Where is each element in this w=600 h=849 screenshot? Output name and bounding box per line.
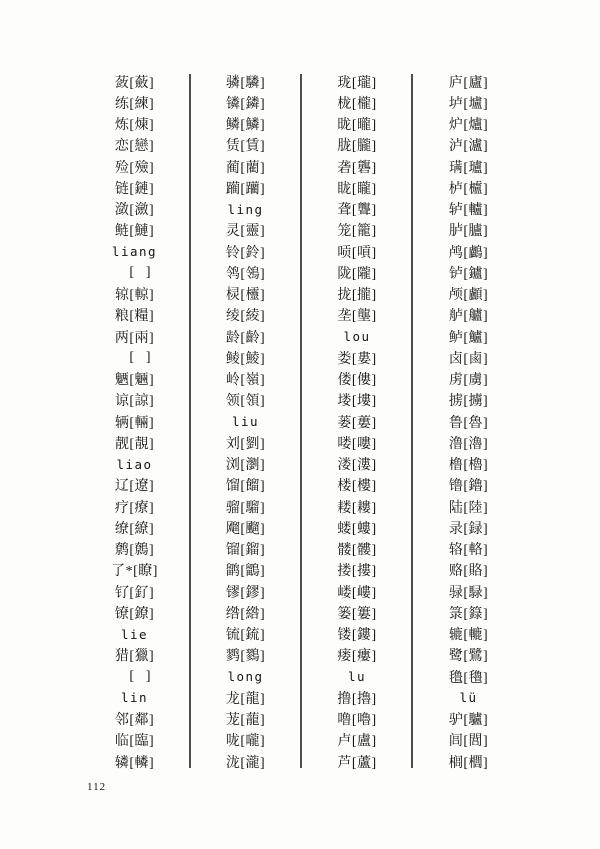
character-entry: 鹭[鷺] bbox=[448, 649, 489, 665]
character-entry: 𫞩[瓐] bbox=[448, 160, 489, 176]
character-entry: 𬭸[鏻] bbox=[225, 96, 266, 112]
character-entry: 躏[躪] bbox=[225, 181, 266, 197]
table-column-2 bbox=[190, 71, 301, 772]
character-entry: 绺[綹] bbox=[225, 606, 266, 622]
character-entry: 辆[輛] bbox=[114, 415, 155, 431]
character-entry: 链[鏈] bbox=[114, 181, 155, 197]
pinyin-section-header: liang bbox=[111, 244, 158, 260]
character-entry: 镥[鑥] bbox=[448, 479, 489, 495]
character-entry: 谅[諒] bbox=[114, 394, 155, 410]
character-entry: 钌[釕] bbox=[114, 585, 155, 601]
character-entry: 笼[籠] bbox=[337, 224, 377, 240]
character-entry: 潋[瀲] bbox=[114, 203, 155, 219]
character-entry: 殓[殮] bbox=[114, 160, 155, 176]
pinyin-section-header: lü bbox=[459, 690, 478, 706]
character-entry: 箓[籙] bbox=[448, 606, 489, 622]
character-entry: 炼[煉] bbox=[114, 118, 155, 134]
character-entry: 陆[陸] bbox=[448, 500, 489, 516]
character-entry: 镣[鐐] bbox=[114, 606, 155, 622]
character-entry: 恋[戀] bbox=[114, 139, 155, 155]
character-entry: 赂[賂] bbox=[448, 564, 489, 580]
pinyin-section-header: ling bbox=[227, 201, 264, 217]
character-entry: 𫇴[䓣] bbox=[117, 349, 152, 365]
character-entry: 𫄳[綡] bbox=[117, 264, 152, 280]
character-entry: 榈[櫚] bbox=[448, 755, 489, 771]
character-entry: 偻[僂] bbox=[337, 373, 377, 389]
pinyin-section-header: long bbox=[227, 669, 264, 685]
character-entry: 闾[閭] bbox=[448, 734, 489, 750]
character-entry: 炉[爐] bbox=[448, 118, 489, 134]
character-entry: 𬴊[驎] bbox=[225, 75, 266, 91]
character-entry: 唝[嗊] bbox=[337, 245, 377, 261]
character-entry: 驴[驢] bbox=[448, 713, 489, 729]
character-entry: 鲮[鯪] bbox=[225, 351, 266, 367]
character-entry: 澛[瀂] bbox=[448, 436, 489, 452]
character-entry: 绫[綾] bbox=[225, 309, 266, 325]
character-entry: 陇[隴] bbox=[337, 266, 377, 282]
character-entry: 馏[餾] bbox=[225, 479, 266, 495]
character-entry: 镂[鏤] bbox=[337, 628, 377, 644]
character-entry: 聋[聾] bbox=[337, 203, 377, 219]
character-entry: 鸰[鴒] bbox=[225, 266, 266, 282]
character-entry: 两[兩] bbox=[114, 330, 155, 346]
character-entry: 瘘[瘻] bbox=[337, 649, 377, 665]
table-column-3 bbox=[301, 71, 413, 772]
character-entry: 练[練] bbox=[114, 96, 155, 112]
character-entry: 蔹[蘞] bbox=[114, 75, 155, 91]
character-entry: 临[臨] bbox=[114, 734, 155, 750]
character-entry: 栊[櫳] bbox=[337, 96, 377, 112]
character-entry: 𫘧[騄] bbox=[448, 585, 489, 601]
character-entry: 垆[壚] bbox=[448, 96, 489, 112]
character-entry: 氇[氌] bbox=[448, 670, 489, 686]
character-entry: 龄[齡] bbox=[225, 330, 266, 346]
character-entry: 轳[轤] bbox=[448, 203, 489, 219]
character-entry: 泸[瀘] bbox=[448, 139, 489, 155]
character-entry: 咙[嚨] bbox=[225, 734, 266, 750]
character-entry: 垄[壟] bbox=[337, 309, 377, 325]
character-entry: 舻[艫] bbox=[448, 309, 489, 325]
character-entry: 铃[鈴] bbox=[225, 245, 266, 261]
column-divider bbox=[411, 74, 413, 768]
character-entry: 胧[朧] bbox=[337, 139, 377, 155]
character-entry: 飗[飀] bbox=[225, 521, 266, 537]
character-entry: 虏[虜] bbox=[448, 373, 489, 389]
character-entry: 猎[獵] bbox=[114, 649, 155, 665]
character-entry: 疗[療] bbox=[114, 500, 155, 516]
character-entry: 岭[嶺] bbox=[225, 373, 266, 389]
character-entry: 耧[耬] bbox=[337, 500, 377, 516]
character-entry: 鹨[鷚] bbox=[225, 649, 266, 665]
character-entry: 泷[瀧] bbox=[225, 755, 266, 771]
character-entry: 昽[曨] bbox=[337, 118, 377, 134]
character-entry: 邻[鄰] bbox=[114, 713, 155, 729]
character-entry: 骝[騮] bbox=[225, 500, 266, 516]
character-entry: 髅[髏] bbox=[337, 543, 377, 559]
character-entry: 镠[鏐] bbox=[225, 585, 266, 601]
character-entry: 鲈[鱸] bbox=[448, 330, 489, 346]
character-entry: 灵[靈] bbox=[225, 224, 266, 240]
table-column-4 bbox=[413, 71, 524, 772]
character-entry: 𬬻[鑪] bbox=[448, 266, 489, 282]
pinyin-section-header: lie bbox=[120, 626, 149, 642]
character-entry: 录[録] bbox=[448, 521, 489, 537]
character-entry: 蒌[蔞] bbox=[337, 415, 377, 431]
pinyin-section-header: lou bbox=[343, 329, 371, 345]
character-entry: 橹[櫓] bbox=[448, 458, 489, 474]
character-entry: 魉[魎] bbox=[114, 373, 155, 389]
character-entry: 栌[櫨] bbox=[448, 181, 489, 197]
character-entry: 粮[糧] bbox=[114, 309, 155, 325]
character-entry: 刘[劉] bbox=[225, 436, 266, 452]
character-entry: 溇[漊] bbox=[337, 458, 377, 474]
character-entry: 砻[礱] bbox=[337, 160, 377, 176]
character-entry: 撸[擼] bbox=[337, 691, 377, 707]
character-entry: 辚[轔] bbox=[114, 755, 155, 771]
character-entry: 镏[鎦] bbox=[225, 543, 266, 559]
character-entry: 卢[盧] bbox=[337, 734, 377, 750]
character-entry: 棂[欞] bbox=[225, 288, 266, 304]
character-entry: 鳞[鱗] bbox=[225, 118, 266, 134]
character-entry: 辂[輅] bbox=[448, 543, 489, 559]
character-entry: 鲁[魯] bbox=[448, 415, 489, 431]
character-entry: 锍[鋶] bbox=[225, 628, 266, 644]
character-entry: 拢[攏] bbox=[337, 288, 377, 304]
character-entry: 嵝[嶁] bbox=[337, 585, 377, 601]
character-entry: 颅[顱] bbox=[448, 288, 489, 304]
character-entry: 胪[臚] bbox=[448, 224, 489, 240]
character-entry: 篓[簍] bbox=[337, 606, 377, 622]
character-entry: 眬[矓] bbox=[337, 181, 377, 197]
pinyin-section-header: liu bbox=[231, 414, 260, 430]
character-entry: 鹠[鶹] bbox=[225, 564, 266, 580]
character-entry: 噜[嚕] bbox=[337, 713, 377, 729]
character-entry: 蝼[螻] bbox=[337, 521, 377, 537]
character-entry: 喽[嘍] bbox=[337, 436, 377, 452]
pinyin-section-header: lin bbox=[120, 690, 149, 706]
character-entry: 辌[輬] bbox=[114, 288, 155, 304]
character-entry: 浏[瀏] bbox=[225, 458, 266, 474]
character-entry: 楼[樓] bbox=[337, 479, 377, 495]
character-entry: 鲢[鰱] bbox=[114, 224, 155, 240]
character-entry: 芦[蘆] bbox=[337, 755, 377, 771]
character-entry: 庐[廬] bbox=[448, 75, 489, 91]
character-entry: 赁[賃] bbox=[225, 139, 266, 155]
character-entry: 领[領] bbox=[225, 394, 266, 410]
character-entry: 卤[鹵] bbox=[448, 351, 489, 367]
character-entry: 缭[繚] bbox=[114, 521, 155, 537]
pinyin-section-header: liao bbox=[116, 456, 153, 472]
character-entry: 龙[龍] bbox=[225, 691, 266, 707]
character-entry: 搂[摟] bbox=[337, 564, 377, 580]
character-entry: 𪣻[塿] bbox=[337, 394, 377, 410]
column-divider bbox=[189, 74, 191, 768]
character-entry: 珑[瓏] bbox=[337, 75, 377, 91]
character-entry: 鸬[鸕] bbox=[448, 245, 489, 261]
table-column-1 bbox=[79, 71, 190, 772]
character-entry: 辽[遼] bbox=[114, 479, 155, 495]
column-divider bbox=[300, 74, 302, 768]
character-entry: 掳[擄] bbox=[448, 394, 489, 410]
character-entry: 蔺[藺] bbox=[225, 160, 266, 176]
character-entry: 辘[轆] bbox=[448, 628, 489, 644]
character-entry: 鹩[鷯] bbox=[114, 543, 155, 559]
page-number: 112 bbox=[87, 781, 107, 793]
character-entry: 娄[婁] bbox=[337, 351, 377, 367]
character-entry: 靓[靚] bbox=[114, 436, 155, 452]
pinyin-section-header: lu bbox=[347, 669, 367, 685]
character-entry: 了*[瞭] bbox=[111, 564, 158, 580]
character-entry: 𫚬[鱲] bbox=[117, 668, 152, 684]
character-entry: 茏[蘢] bbox=[225, 713, 266, 729]
